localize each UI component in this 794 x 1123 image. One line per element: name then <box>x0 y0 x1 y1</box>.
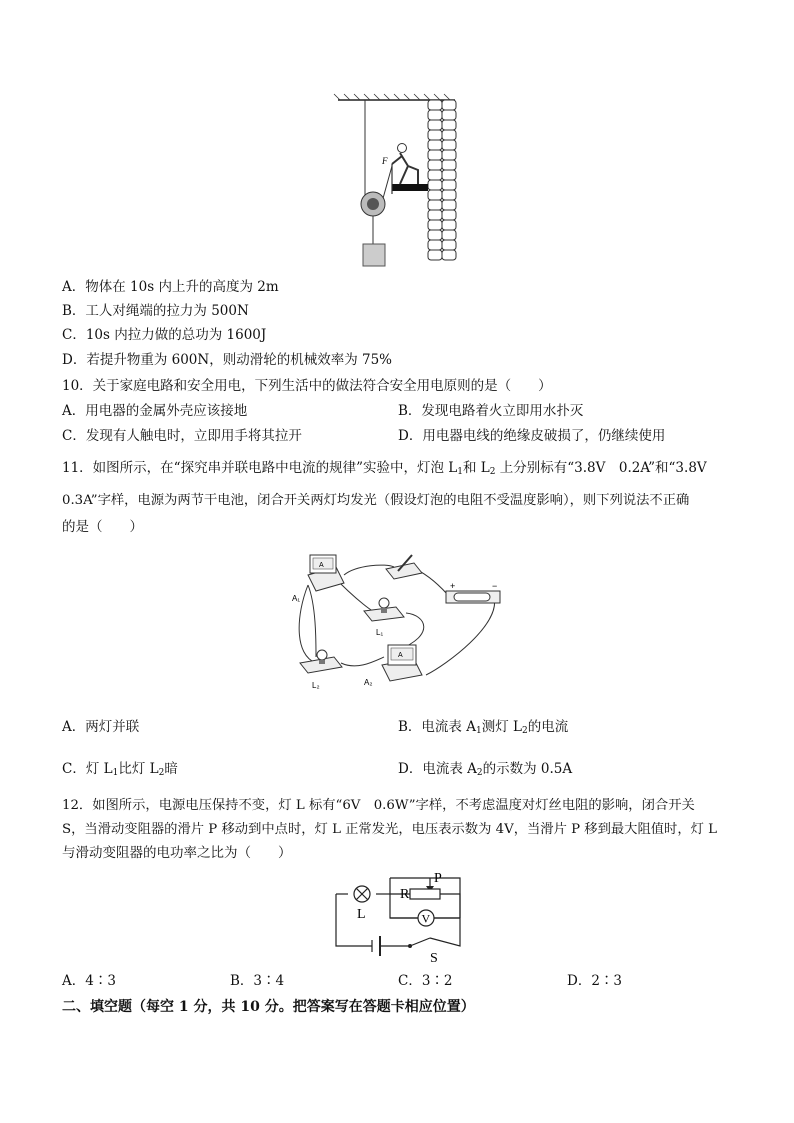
battery-holder <box>446 581 500 603</box>
q12-stem-line1: 12．如图所示，电源电压保持不变，灯 L 标有“6V 0.6W”字样，不考虑温度对灯丝电阻的影响，闭合开关 <box>62 798 695 813</box>
svg-text:L₁: L₁ <box>376 628 384 637</box>
svg-text:S: S <box>430 951 438 964</box>
series-circuit-figure <box>330 868 470 964</box>
q12-option-c: C．3∶2 <box>398 973 453 989</box>
q11-option-d: D．电流表 $A_2$的示数为 0.5A <box>398 761 573 778</box>
ammeter-a1 <box>308 555 344 591</box>
knife-switch <box>386 555 422 579</box>
svg-text:P: P <box>434 871 442 886</box>
svg-text:+: + <box>450 581 456 591</box>
q9-option-c: C．10s 内拉力做的总功为 1600J <box>62 327 267 343</box>
lamp-l2 <box>300 650 342 673</box>
q11-stem-line2: 0.3A”字样，电源为两节干电池，闭合开关两灯均发光（假设灯泡的电阻不受温度影响），则下列说法不正确 <box>62 493 690 508</box>
section-2-heading: 二、填空题（每空 1 分，共 10 分。把答案写在答题卡相应位置） <box>62 999 475 1015</box>
q9-option-a: A．物体在 10s 内上升的高度为 2m <box>62 279 279 295</box>
q11-stem-line3: 的是（ ） <box>62 519 143 535</box>
q11-option-c: C．灯 $L_1$比灯 $L_2$暗 <box>62 761 178 778</box>
svg-text:F: F <box>382 156 388 166</box>
svg-text:A: A <box>398 652 403 659</box>
q10-option-d: D．用电器电线的绝缘皮破损了，仍继续使用 <box>398 428 666 444</box>
q12-option-b: B．3∶4 <box>230 973 285 989</box>
svg-text:A₁: A₁ <box>292 594 301 603</box>
q12-stem-line3: 与滑动变阻器的电功率之比为（ ） <box>62 845 292 861</box>
svg-text:R: R <box>400 887 410 902</box>
q11-option-b: B．电流表 $A_1$测灯 $L_2$的电流 <box>398 719 569 736</box>
svg-text:−: − <box>492 581 498 591</box>
q9-option-d: D．若提升物重为 600N，则动滑轮的机械效率为 75% <box>62 352 392 368</box>
svg-text:L: L <box>357 907 366 922</box>
q10-option-a: A．用电器的金属外壳应该接地 <box>62 403 248 419</box>
q12-option-a: A．4∶3 <box>62 973 116 989</box>
parallel-circuit-figure <box>286 545 512 695</box>
pulley-figure <box>330 92 470 272</box>
q12-option-d: D．2∶3 <box>567 973 623 989</box>
q11-option-a: A．两灯并联 <box>62 719 140 735</box>
q9-option-b: B．工人对绳端的拉力为 500N <box>62 303 249 319</box>
q10-option-c: C．发现有人触电时，立即用手将其拉开 <box>62 428 302 444</box>
svg-text:A: A <box>319 562 324 569</box>
ammeter-a2 <box>382 645 422 681</box>
q11-stem-line1: 11．如图所示，在“探究串并联电路中电流的规律”实验中，灯泡 $L_1$和 $L_2$ 上分别标有“3.8V 0.2A”和“3.8V <box>62 460 707 477</box>
svg-text:V: V <box>421 911 431 926</box>
q10-option-b: B．发现电路着火立即用水扑灭 <box>398 403 584 419</box>
q12-stem-line2: S，当滑动变阻器的滑片 P 移动到中点时，灯 L 正常发光，电压表示数为 4V，当滑片 P 移到最大阻值时，灯 L <box>62 822 718 837</box>
svg-text:L₂: L₂ <box>312 681 320 690</box>
q10-stem: 10．关于家庭电路和安全用电，下列生活中的做法符合安全用电原则的是（ ） <box>62 378 552 394</box>
svg-text:A₂: A₂ <box>364 678 373 687</box>
